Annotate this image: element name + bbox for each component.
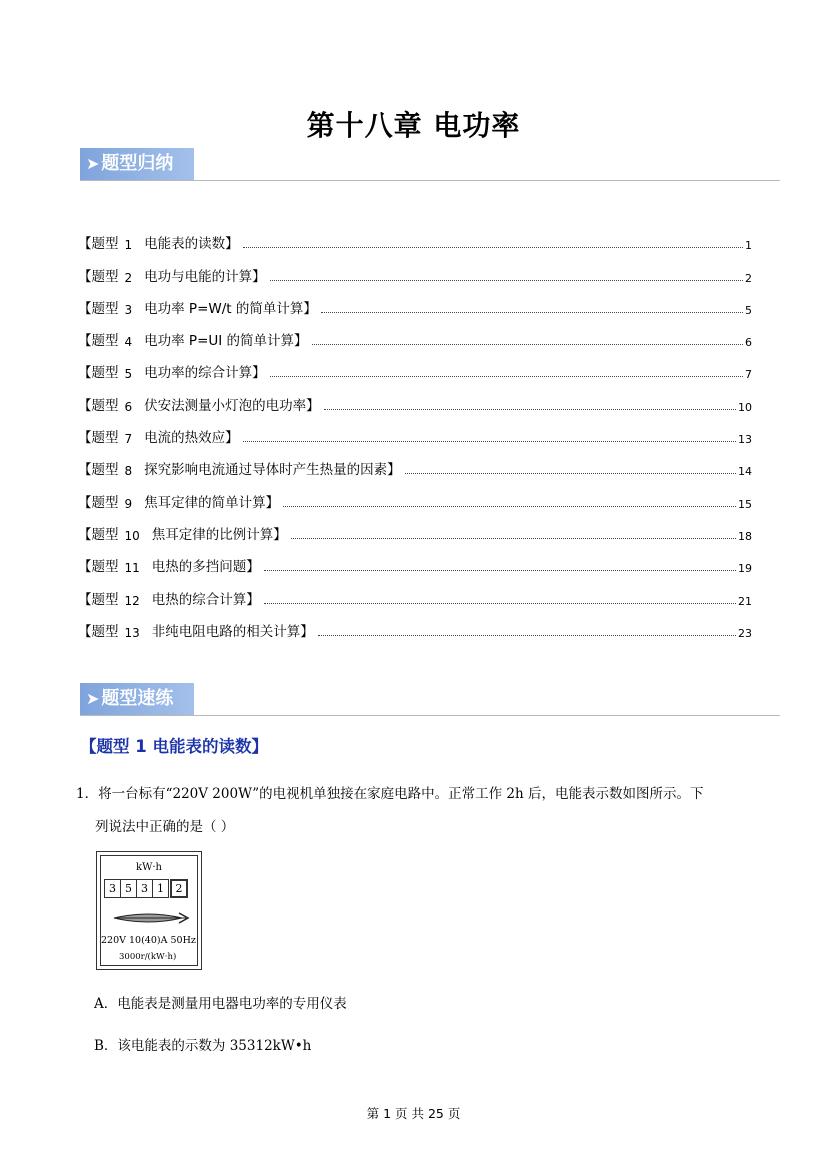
meter-digit-decimal: 2 (170, 879, 188, 898)
toc-page-number: 10 (738, 400, 752, 414)
toc-item[interactable]: 【题型 13 非纯电阻电路的相关计算】 23 (78, 623, 752, 640)
toc-page-number: 23 (738, 626, 752, 640)
electric-meter-figure (96, 851, 202, 970)
toc-item[interactable]: 【题型 10 焦耳定律的比例计算】 18 (78, 526, 752, 543)
table-of-contents (78, 220, 752, 640)
toc-page-number: 7 (745, 368, 752, 382)
meter-digit: 3 (136, 879, 153, 898)
rotating-disc-arrow-icon (112, 909, 190, 927)
meter-digit: 1 (152, 879, 169, 898)
toc-item[interactable]: 【题型 4 电功率 P=UI 的简单计算】 6 (78, 333, 752, 350)
meter-unit: kW·h (136, 862, 162, 873)
divider (80, 180, 780, 181)
practice-banner (80, 683, 780, 717)
toc-page-number: 6 (745, 336, 752, 350)
meter-revolutions: 3000r/(kW·h) (119, 952, 177, 962)
toc-page-number: 14 (738, 465, 752, 479)
meter-digit: 5 (120, 879, 137, 898)
toc-item[interactable]: 【题型 5 电功率的综合计算】 7 (78, 365, 752, 382)
toc-page-number: 5 (745, 303, 752, 317)
toc-item[interactable]: 【题型 12 电热的综合计算】 21 (78, 591, 752, 608)
meter-rating: 220V 10(40)A 50Hz (101, 935, 196, 946)
question-line-1: 1．将一台标有“220V 200W”的电视机单独接在家庭电路中。正常工作 2h 后，电能表示数如图所示。下 (76, 786, 704, 802)
toc-page-number: 2 (745, 271, 752, 285)
toc-item[interactable]: 【题型 2 电功与电能的计算】 2 (78, 268, 752, 285)
arrow-right-icon: ➤ (86, 154, 100, 173)
toc-item[interactable]: 【题型 9 焦耳定律的简单计算】 15 (78, 494, 752, 511)
toc-page-number: 19 (738, 562, 752, 576)
summary-banner (80, 148, 780, 182)
toc-item[interactable]: 【题型 11 电热的多挡问题】 19 (78, 559, 752, 576)
question-text (76, 778, 756, 844)
arrow-right-icon: ➤ (86, 689, 100, 708)
toc-item[interactable]: 【题型 7 电流的热效应】 13 (78, 430, 752, 447)
option-a[interactable]: A．电能表是测量用电器电功率的专用仪表 (94, 996, 347, 1012)
divider (80, 715, 780, 716)
toc-item[interactable]: 【题型 3 电功率 P=W/t 的简单计算】 5 (78, 300, 752, 317)
toc-page-number: 15 (738, 497, 752, 511)
toc-item[interactable]: 【题型 1 电能表的读数】 1 (78, 236, 752, 253)
toc-page-number: 13 (738, 433, 752, 447)
question-line-2: 列说法中正确的是（ ） (95, 819, 235, 835)
toc-item[interactable]: 【题型 8 探究影响电流通过导体时产生热量的因素】 14 (78, 462, 752, 479)
page-footer: 第 1 页 共 25 页 (366, 1106, 461, 1121)
toc-page-number: 1 (745, 239, 752, 253)
page-title: 第十八章 电功率 (306, 109, 521, 142)
summary-banner-label: 题型归纳 (101, 153, 174, 174)
option-b[interactable]: B．该电能表的示数为 35312kW•h (94, 1038, 312, 1054)
toc-page-number: 18 (738, 529, 752, 543)
meter-digits (104, 879, 187, 898)
toc-item[interactable]: 【题型 6 伏安法测量小灯泡的电功率】 10 (78, 397, 752, 414)
section-heading: 【题型 1 电能表的读数】 (80, 737, 268, 756)
toc-page-number: 21 (738, 594, 752, 608)
meter-digit: 3 (104, 879, 121, 898)
practice-banner-label: 题型速练 (101, 688, 174, 709)
